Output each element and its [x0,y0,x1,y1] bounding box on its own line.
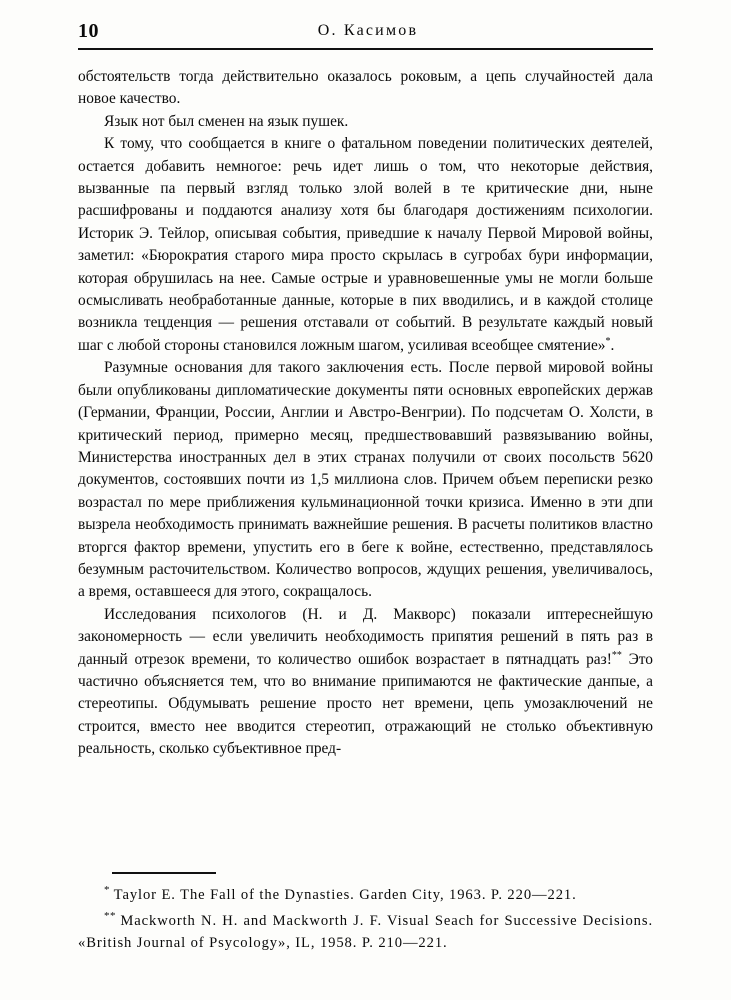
footnote-item [78,884,653,906]
footnote-marker: ** [104,910,116,923]
footnote-marker: * [104,884,110,897]
footnotes [78,884,653,958]
paragraph-text-tail: Это частично объясняется тем, что во внимание припимаются не фактические данпые, а стереотипы. Обдумывать решение просто нет времени, цепь умозаключений не строится, вместо нее вводится стереотип, отражающий не столько объективную реальность, сколько субъективное пред- [78,650,653,758]
page-header [78,14,653,48]
footnote-reference-1[interactable]: * [605,335,611,347]
body-text [78,66,653,761]
footnote-reference-2[interactable]: ** [611,649,622,661]
footnote-text: Mackworth N. H. and Mackworth J. F. Visual Seach for Successive Decisions. «British Journal of Psycology», IL, 1958. P. 210—221. [78,913,653,951]
paragraph-text: Исследования психологов (Н. и Д. Макворс) показали иптереснейшую закономерность — если увеличить необходимость припятия решений в пять раз в данный отрезок времени, то количество ошибок возрастает в пятнадцать раз! [78,605,653,668]
paragraph: Разумные основания для такого заключения есть. После первой мировой войны были опубликованы дипломатические документы пяти основных европейских держав (Германии, Франции, России, Англии и Австро-Венгрии). По подсчетам О. Холсти, в критический период, примерно месяц, предшествовавший развязыванию войны, Министерства иностранных дел в этих странах получили от своих посольств 5620 документов, состоявших почти из 1,5 миллиона слов. Причем объем переписки резко возрастал по мере приближения кульминационной точки кризиса. Именно в эти дпи вызрела необходимость принимать важнейшие решения. В расчеты политиков властно вторгся фактор времени, упустить его в беге к войне, естественно, представлялось безумным расточительством. Количество вопросов, ждущих решения, увеличивалось, а время, оставшееся для этого, сокращалось. [78,359,653,601]
header-divider [78,48,653,50]
paragraph: обстоятельств тогда действительно оказалось роковым, а цепь случайностей дала новое качество. [78,68,653,108]
paragraph: К тому, что сообщается в книге о фатальном поведении политических деятелей, остается добавить немногое: речь идет лишь о том, что некоторые действия, вызванные па первый взгляд только злой волей в те критические дни, ныне расшифрованы и поддаются анализу хотя бы благодаря достижениям психологии. Историк Э. Тейлор, описывая события, приведшие к началу Первой Мировой войны, заметил: «Бюрократия старого мира просто скрылась в сугробах бури информации, которая обрушилась на нее. Самые острые и уравновешенные умы не могли больше осмысливать необработанные данные, которые в пих вводились, и в каждой столице возникла тецденция — решения отставали от событий. В результате каждый новый шаг с любой стороны становился ложным шагом, усиливая всеобщее смятение»*. [78,135,653,354]
paragraph-text: К тому, что сообщается в книге о фатальном поведении политических деятелей, остается добавить немногое: речь идет лишь о том, что некоторые действия, вызванные па первый взгляд только злой волей в те критические дни, ныне расшифрованы и поддаются анализу хотя бы благодаря достижениям психологии. Историк Э. Тейлор, описывая события, приведшие к началу Первой Мировой войны, заметил: «Бюрократия старого мира просто скрылась в сугробах бури информации, которая обрушилась на нее. Самые острые и уравновешенные умы не могли больше осмысливать необработанные данные, которые в пих вводились, и в каждой столице возникла тецденция — решения отставали от событий. В результате каждый новый шаг с любой стороны становился ложным шагом, усиливая всеобщее смятение» [78,135,653,354]
page-number: 10 [78,19,99,42]
running-head: О. Касимов [317,22,419,39]
paragraph [78,604,653,761]
footnote-divider [112,872,216,874]
footnote-item [78,910,653,954]
paragraph: Язык нот был сменен на язык пушек. [104,112,349,130]
footnote-text: Taylor E. The Fall of the Dynasties. Garden City, 1963. P. 220—221. [113,887,577,903]
